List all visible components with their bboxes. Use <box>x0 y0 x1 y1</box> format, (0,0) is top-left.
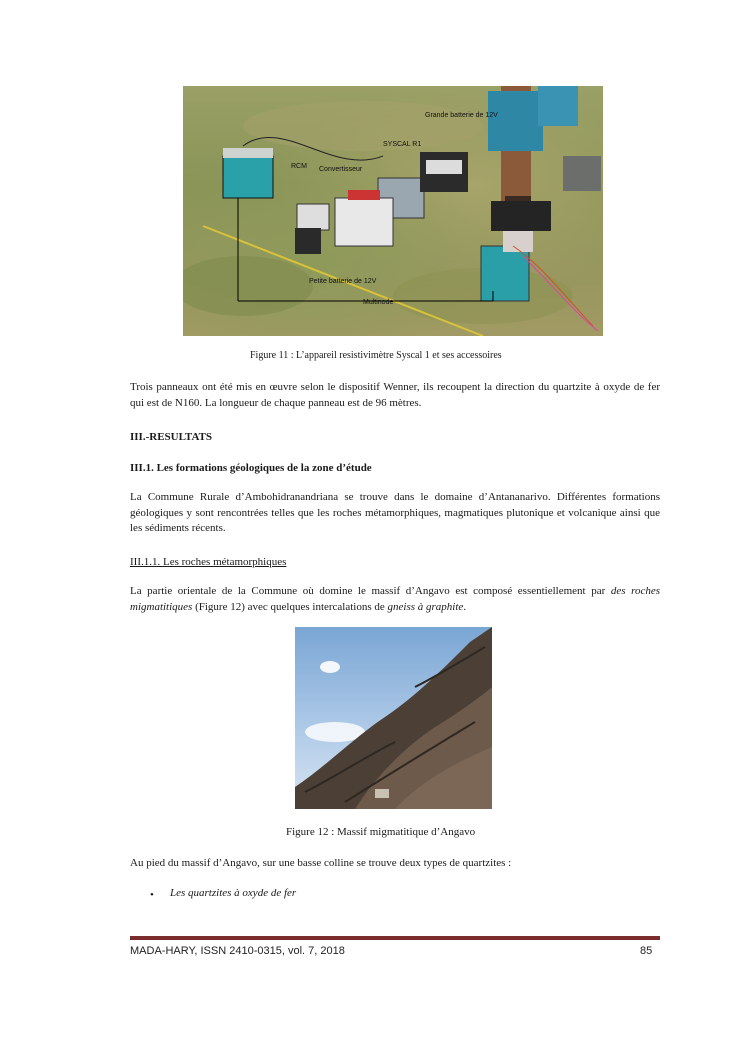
figure-12-caption: Figure 12 : Massif migmatitique d’Angavo <box>286 826 476 838</box>
label-grande-batterie: Grande batterie de 12V <box>425 112 498 119</box>
paragraph-angavo-italic2: gneiss à graphite <box>387 600 464 613</box>
label-syscal: SYSCAL R1 <box>383 141 422 148</box>
footer-journal: MADA-HARY, ISSN 2410-0315, vol. 7, 2018 <box>130 945 345 957</box>
massif-illustration <box>295 627 492 809</box>
label-rcm: RCM <box>291 163 307 170</box>
paragraph-angavo-italic1: des roches migmatitiques <box>130 585 660 613</box>
footer-page-number: 85 <box>640 945 653 957</box>
footer-divider <box>130 936 660 940</box>
figure-11-caption: Figure 11 : L’appareil resistivimètre Syscal 1 et ses accessoires <box>250 350 502 361</box>
paragraph-quartzites: Au pied du massif d’Angavo, sur une basse colline se trouve deux types de quartzites : <box>130 857 512 869</box>
paragraph-angavo-part1: La partie orientale de la Commune où domine le massif d’Angavo est composé essentiellement par <box>130 585 611 597</box>
subsection-heading-formations: III.1. Les formations géologiques de la zone d’étude <box>130 462 372 474</box>
paragraph-angavo-part3: . <box>463 600 467 613</box>
figure-12-photo <box>295 627 492 809</box>
paragraph-angavo <box>130 584 660 615</box>
paragraph-angavo-part2: (Figure 12) avec quelques intercalations de <box>192 600 388 613</box>
subsubsection-heading-metamorphic: III.1.1. Les roches métamorphiques <box>130 556 287 568</box>
label-convertisseur: Convertisseur <box>319 166 363 173</box>
figure-11-photo <box>183 86 603 336</box>
label-multinode: Multinode <box>363 299 394 306</box>
paragraph-commune: La Commune Rurale d’Ambohidranandriana se trouve dans le domaine d’Antananarivo. Différentes formations géologiques y sont rencontrées telles que les roches métamorphiques, magmatiques plutonique et volcanique ainsi que les sédiments récents. <box>130 491 660 534</box>
section-heading-results: III.-RESULTATS <box>130 431 213 443</box>
paragraph-panels: Trois panneaux ont été mis en œuvre selon le dispositif Wenner, ils recoupent la direction du quartzite à oxyde de fer qui est de N160. La longueur de chaque panneau est de 96 mètres. <box>130 381 660 409</box>
bullet-marker: • <box>150 889 154 901</box>
label-petite-batterie: Petite batterie de 12V <box>309 278 377 285</box>
bullet-quartzites-oxyde: Les quartzites à oxyde de fer <box>170 887 297 899</box>
